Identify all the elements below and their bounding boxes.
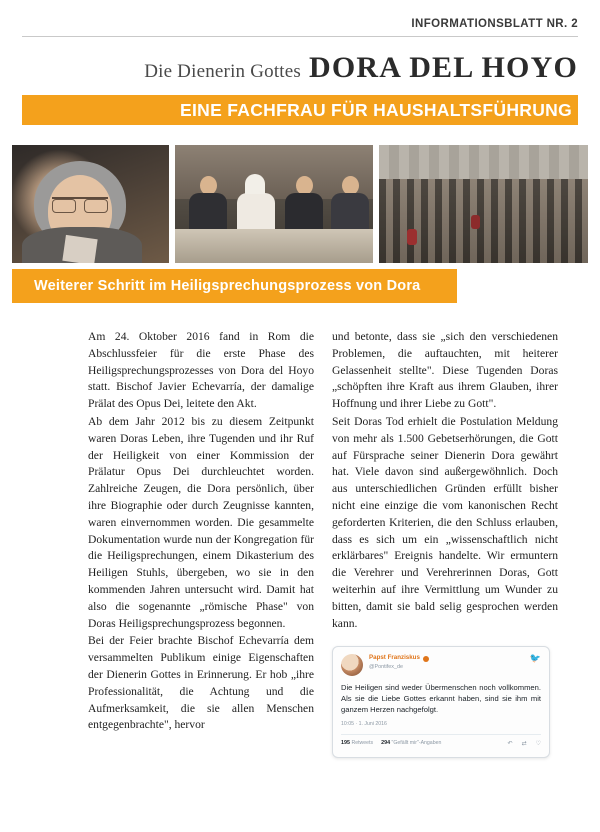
- figure-seated: [285, 176, 323, 233]
- photo-portrait-dora: [12, 145, 169, 263]
- title-main: DORA DEL HOYO: [309, 51, 578, 84]
- tweet-retweets-label: Retweets: [351, 740, 374, 747]
- figure-seated: [189, 176, 227, 233]
- tweet-handle: @Pontifex_de: [369, 664, 403, 671]
- paragraph: Am 24. Oktober 2016 fand in Rom die Abschlussfeier für die erste Phase des Heiligsprechungsprozesses von Dora del Hoyo statt. Bischof Javier Echevarría, der damalige Prälat des Opus Dei, leitete den Akt.: [88, 330, 314, 411]
- photo-accent: [407, 229, 417, 245]
- paragraph: Ab dem Jahr 2012 bis zu diesem Zeitpunkt waren Doras Leben, ihre Tugenden und ihr Ruf der Heiligkeit von einer Kommission der Prälatur Opus Dei durchleuchtet worden. Zahlreiche Zeugen, die Dora persönlich, über ihre Biographie oder durch Zeugnisse kannten, waren einvernommen worden. Die gesammelte Dokumentation wurde nun der Kongregation für die Heiligsprechungen, einem Dikasterium des Heiligen Stuhls, übergeben, wo sie in den kommenden Jahren untersucht wird. Damit hat also die sogenannte „römische Phase" von Doras Heiligsprechungsprozess begonnen.: [88, 414, 314, 630]
- photo-audience-rows: [379, 179, 588, 263]
- tweet-header: [341, 654, 541, 676]
- tweet-timestamp: 10:05 · 1. Juni 2016: [341, 721, 387, 728]
- retweet-icon[interactable]: ⇄: [521, 740, 527, 747]
- photo-bishops-table: [175, 145, 373, 263]
- title-prefix: Die Dienerin Gottes: [144, 61, 302, 82]
- like-icon[interactable]: ♡: [535, 740, 541, 747]
- twitter-bird-icon: 🐦: [529, 653, 541, 664]
- photo-table: [175, 229, 373, 263]
- tweet-likes-label: "Gefällt mir"-Angaben: [391, 740, 442, 747]
- subtitle-text: EINE FACHFRAU FÜR HAUSHALTSFÜHRUNG: [180, 99, 572, 120]
- tweet-display-name-text: Papst Franziskus: [369, 654, 420, 662]
- paragraph: Bei der Feier brachte Bischof Echevarría dem versammelten Publikum einige Eigenschaften der Dienerin Gottes in Erinnerung. Er hob „ihre Professionalität, die Achtung und die Aufmerksamkeit, die sie allen Menschen entgegenbrachte", hervor: [88, 634, 314, 732]
- photo-audience-hall: [379, 145, 588, 263]
- tweet-actions[interactable]: [508, 740, 541, 749]
- mitre-icon: [245, 174, 265, 194]
- tweet-author: [369, 654, 524, 672]
- section-banner: [12, 269, 457, 303]
- tweet-text: Die Heiligen sind weder Übermenschen noch vollkommen. Als sie die Liebe Gottes erkannt haben, sind sie ihm mit ganzem Herzen nachgefolgt.: [341, 683, 541, 715]
- verified-badge-icon: [423, 656, 429, 662]
- article-column-right: [332, 329, 558, 758]
- reply-icon[interactable]: ↶: [507, 740, 513, 747]
- tweet-retweets-count: 195: [341, 740, 350, 747]
- tweet-likes: [381, 740, 441, 748]
- portrait-collar: [62, 235, 97, 263]
- paragraph: und betonte, dass sie „sich den verschiedenen Problemen, die auftauchten, mit heiterer Gelassenheit stellte". Diese Tugenden Doras „schöpften ihre Kraft aus ihrem Glauben, ihrer Hoffnung und ihrer Liebe zu Gott".: [332, 330, 558, 411]
- subtitle-band: [22, 95, 578, 125]
- photo-accent: [471, 215, 480, 229]
- photo-strip: [0, 145, 600, 263]
- avatar: [341, 654, 363, 676]
- portrait-glasses-icon: [52, 197, 108, 209]
- section-banner-label: Weiterer Schritt im Heiligsprechungsprozess von Dora: [34, 278, 421, 294]
- tweet-stats: [341, 740, 541, 749]
- page-title: [22, 51, 578, 85]
- header-divider: [22, 36, 578, 37]
- article-body: [0, 329, 600, 758]
- tweet-display-name: [369, 654, 524, 663]
- tweet-divider: [341, 734, 541, 735]
- tweet-card[interactable]: [332, 646, 550, 757]
- page-header: [0, 0, 600, 125]
- tweet-likes-count: 294: [381, 740, 391, 747]
- paragraph: Seit Doras Tod erhielt die Postulation Meldung von mehr als 1.500 Gebetserhörungen, die Gott auf Fürsprache seiner Dienerin Dora gewährt hat. Viele davon sind außergewöhnlich. Doch aus unterschiedlichen Gründen erfüllt bisher nicht eine einzige die vom kanonischen Recht geforderten Kriterien, die den Schluss erlauben, dass es sich um ein „wissenschaftlich nicht erklärbares" Ereignis handelte. Wir ermuntern die Verehrer und Verehrerinnen Doras, Gott weiterhin auf ihre Vermittlung um Wunder zu bitten, damit sie bald selig gesprochen werden kann.: [332, 414, 558, 630]
- tweet-retweets: [341, 740, 373, 748]
- figure-seated: [331, 176, 369, 233]
- issue-kicker: INFORMATIONSBLATT NR. 2: [411, 18, 578, 30]
- article-column-left: [88, 329, 314, 758]
